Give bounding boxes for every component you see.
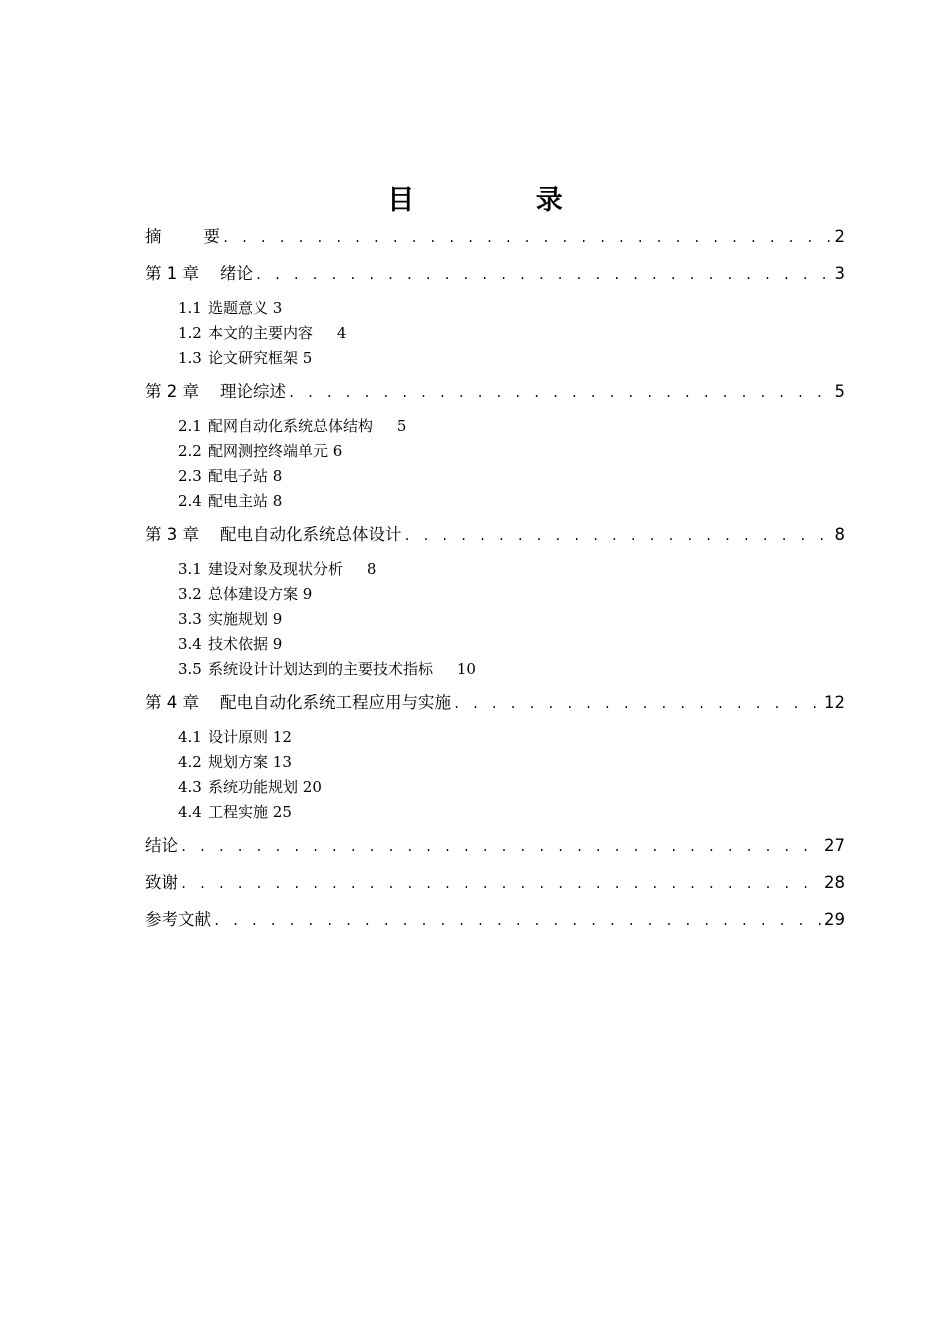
section-number: 2.3 xyxy=(178,467,202,485)
section-page-number: 5 xyxy=(302,349,313,367)
toc-entry-label: 第 3 章 配电自动化系统总体设计 xyxy=(145,525,402,544)
section-page-number: 9 xyxy=(272,635,283,653)
toc-entry-section[interactable] xyxy=(178,632,845,657)
toc-entry-back-matter[interactable] xyxy=(145,905,845,936)
section-number: 4.3 xyxy=(178,778,202,796)
dot-leader xyxy=(403,521,832,551)
section-page-number: 9 xyxy=(302,585,313,603)
toc-entry-section[interactable] xyxy=(178,607,845,632)
section-title: 实施规划 xyxy=(208,610,269,628)
toc-entry-section[interactable] xyxy=(178,750,845,775)
section-number: 4.2 xyxy=(178,753,202,771)
toc-title: 目 录 xyxy=(387,185,619,216)
section-title: 本文的主要内容 xyxy=(208,324,314,342)
section-title: 配电子站 xyxy=(208,467,269,485)
section-title: 配网测控终端单元 xyxy=(208,442,329,460)
section-page-number: 10 xyxy=(456,660,476,678)
table-of-contents xyxy=(145,222,845,936)
section-title: 建设对象及现状分析 xyxy=(208,560,344,578)
section-title: 配网自动化系统总体结构 xyxy=(208,417,374,435)
toc-entry-section[interactable] xyxy=(178,775,845,800)
section-list xyxy=(178,557,845,682)
section-page-number: 6 xyxy=(332,442,343,460)
toc-entry-section[interactable] xyxy=(178,725,845,750)
toc-entry-section[interactable] xyxy=(178,800,845,825)
dot-leader xyxy=(222,223,833,253)
dot-leader xyxy=(180,869,822,899)
dot-leader xyxy=(255,260,833,290)
section-number: 3.2 xyxy=(178,585,202,603)
toc-entry-section[interactable] xyxy=(178,557,845,582)
section-title: 论文研究框架 xyxy=(208,349,299,367)
toc-entry-section[interactable] xyxy=(178,489,845,514)
section-page-number: 8 xyxy=(272,467,283,485)
section-title: 技术依据 xyxy=(208,635,269,653)
section-title: 设计原则 xyxy=(208,728,269,746)
section-page-number: 9 xyxy=(272,610,283,628)
section-page-number: 8 xyxy=(366,560,377,578)
dot-leader xyxy=(453,689,822,719)
section-list xyxy=(178,725,845,825)
section-page-number: 3 xyxy=(272,299,283,317)
section-number: 2.2 xyxy=(178,442,202,460)
toc-entry-abstract[interactable] xyxy=(145,222,845,253)
section-gap xyxy=(343,560,367,578)
section-page-number: 8 xyxy=(272,492,283,510)
section-title: 选题意义 xyxy=(208,299,269,317)
section-title: 总体建设方案 xyxy=(208,585,299,603)
toc-entry-section[interactable] xyxy=(178,414,845,439)
toc-entry-section[interactable] xyxy=(178,346,845,371)
section-page-number: 25 xyxy=(272,803,292,821)
section-title: 工程实施 xyxy=(208,803,269,821)
toc-entry-chapter[interactable] xyxy=(145,688,845,719)
section-number: 1.3 xyxy=(178,349,202,367)
toc-entry-chapter[interactable] xyxy=(145,259,845,290)
toc-page-number: 28 xyxy=(824,873,845,892)
toc-entry-label: 摘 要 xyxy=(145,227,220,246)
toc-entry-chapter[interactable] xyxy=(145,520,845,551)
section-number: 2.1 xyxy=(178,417,202,435)
section-page-number: 4 xyxy=(336,324,347,342)
toc-page-number: 12 xyxy=(824,693,845,712)
toc-entry-back-matter[interactable] xyxy=(145,868,845,899)
toc-entry-label: 第 2 章 理论综述 xyxy=(145,382,286,401)
section-gap xyxy=(313,324,337,342)
section-number: 4.4 xyxy=(178,803,202,821)
dot-leader xyxy=(213,906,822,936)
toc-entry-section[interactable] xyxy=(178,582,845,607)
section-gap xyxy=(373,417,397,435)
toc-page-number: 8 xyxy=(834,525,845,544)
toc-entry-label: 结论 xyxy=(145,836,178,855)
toc-page-number: 5 xyxy=(834,382,845,401)
dot-leader xyxy=(180,832,822,862)
section-title: 系统功能规划 xyxy=(208,778,299,796)
section-number: 2.4 xyxy=(178,492,202,510)
section-number: 1.1 xyxy=(178,299,202,317)
section-number: 3.3 xyxy=(178,610,202,628)
toc-entry-label: 致谢 xyxy=(145,873,178,892)
toc-entry-section[interactable] xyxy=(178,657,845,682)
section-number: 3.4 xyxy=(178,635,202,653)
toc-entry-section[interactable] xyxy=(178,464,845,489)
section-number: 3.1 xyxy=(178,560,202,578)
toc-entry-section[interactable] xyxy=(178,296,845,321)
dot-leader xyxy=(288,378,833,408)
back-matter-list xyxy=(145,831,845,936)
section-number: 1.2 xyxy=(178,324,202,342)
toc-entry-section[interactable] xyxy=(178,439,845,464)
section-title: 规划方案 xyxy=(208,753,269,771)
toc-page-number: 2 xyxy=(834,227,845,246)
section-list xyxy=(178,296,845,371)
section-page-number: 13 xyxy=(272,753,292,771)
toc-page-number: 3 xyxy=(834,264,845,283)
chapter-list xyxy=(145,259,845,825)
section-title: 系统设计计划达到的主要技术指标 xyxy=(208,660,434,678)
section-page-number: 20 xyxy=(302,778,322,796)
section-number: 3.5 xyxy=(178,660,202,678)
toc-entry-back-matter[interactable] xyxy=(145,831,845,862)
toc-entry-chapter[interactable] xyxy=(145,377,845,408)
section-number: 4.1 xyxy=(178,728,202,746)
toc-page-number: 27 xyxy=(824,836,845,855)
section-page-number: 12 xyxy=(272,728,292,746)
section-page-number: 5 xyxy=(396,417,407,435)
toc-entry-section[interactable] xyxy=(178,321,845,346)
section-list xyxy=(178,414,845,514)
section-gap xyxy=(433,660,457,678)
section-title: 配电主站 xyxy=(208,492,269,510)
toc-page-number: 29 xyxy=(824,910,845,929)
toc-entry-label: 第 4 章 配电自动化系统工程应用与实施 xyxy=(145,693,451,712)
toc-entry-label: 参考文献 xyxy=(145,910,211,929)
toc-entry-label: 第 1 章 绪论 xyxy=(145,264,253,283)
